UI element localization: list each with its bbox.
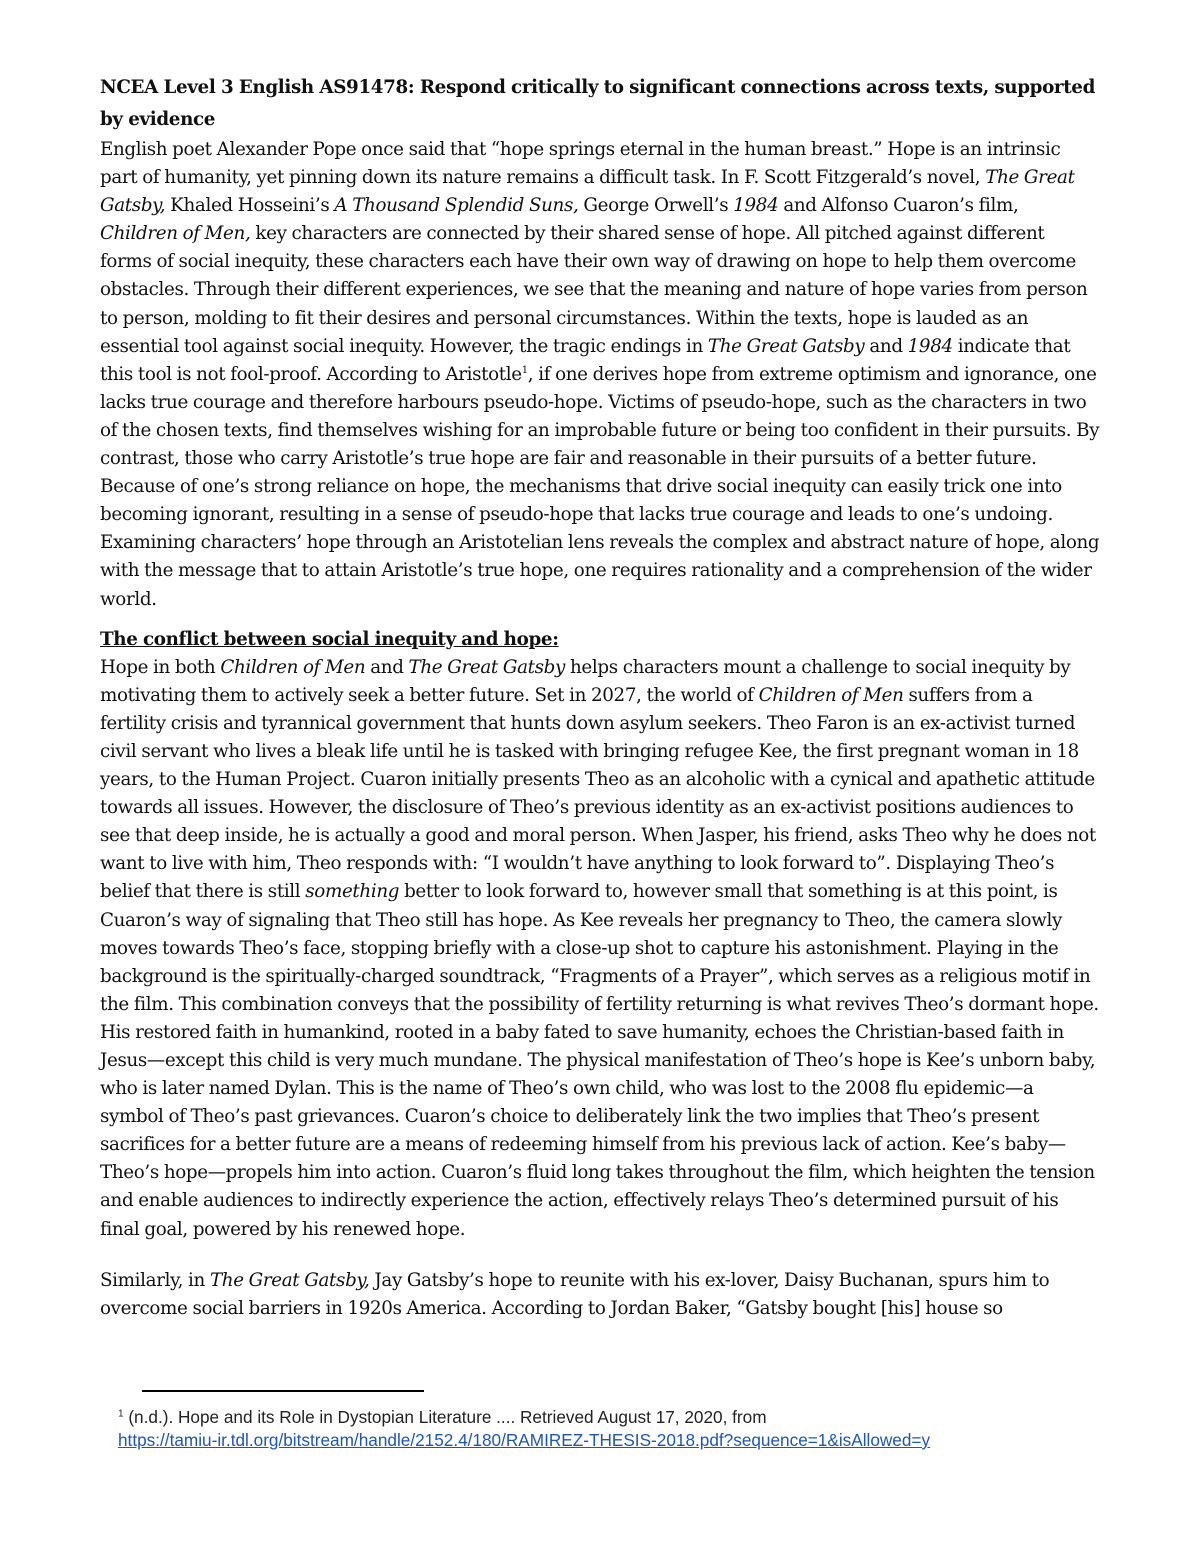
text-run: Similarly, in <box>100 1269 210 1291</box>
footnote-separator <box>142 1390 424 1392</box>
paragraph-spacer <box>100 1244 1100 1267</box>
text-run: Jay Gatsby’s hope to reunite with his ex-lover, Daisy Buchanan, spurs him to overcome social barriers in 1920s America. According to Jordan Baker, “Gatsby bought [his] house so <box>100 1269 1050 1319</box>
footnote-marker: 1 <box>118 1408 124 1420</box>
text-run: Hope in both <box>100 656 221 678</box>
text-run: key characters are connected by their shared sense of hope. All pitched against different forms of social inequity, these characters each have their own way of drawing on hope to help them overcome obstacles. Through their different experiences, we see that the meaning and nature of hope varies from person to person, molding to fit their desires and personal circumstances. Within the texts, hope is lauded as an essential tool against social inequity. However, the tragic endings in <box>100 223 1088 357</box>
title-the-great-gatsby: The Great Gatsby <box>408 656 565 678</box>
title-the-great-gatsby: The Great Gatsby <box>707 335 865 357</box>
title-children-of-men: Children of Men <box>758 684 904 706</box>
text-run: George Orwell’s <box>578 195 734 217</box>
text-run: and Alfonso Cuaron’s film, <box>778 195 1019 217</box>
title-a-thousand-splendid-suns: A Thousand Splendid Suns, <box>334 195 579 217</box>
section-heading-colon: : <box>552 628 559 650</box>
standard-description: Respond critically to significant connections across texts, supported by evidence <box>100 77 1096 130</box>
standard-code: NCEA Level 3 English AS91478: <box>100 77 415 98</box>
title-1984: 1984 <box>907 335 953 357</box>
text-run: and <box>864 335 908 357</box>
body-paragraph-children-of-men <box>100 654 1100 1244</box>
title-1984: 1984 <box>733 195 779 217</box>
footnote-text: (n.d.). Hope and its Role in Dystopian Literature .... Retrieved August 17, 2020, from <box>123 1407 767 1427</box>
text-run: and <box>365 656 409 678</box>
text-run: Khaled Hosseini’s <box>165 195 335 217</box>
text-run: suffers from a fertility crisis and tyrannical government that hunts down asylum seekers. Theo Faron is an ex-activist turned civil servant who lives a bleak life until he is tasked with bringing refugee Kee, the first pregnant woman in 18 years, to the Human Project. Cuaron initially presents Theo as an alcoholic with a cynical and apathetic attitude towards all issues. However, the disclosure of Theo’s previous identity as an ex-activist positions audiences to see that deep inside, he is actually a good and moral person. When Jasper, his friend, asks Theo why he does not want to live with him, Theo responds with: “I wouldn’t have anything to look forward to”. Displaying Theo’s belief that there is still <box>100 684 1096 903</box>
footnote-citation <box>118 1406 1078 1429</box>
title-children-of-men: Children of Men <box>220 656 366 678</box>
section-heading-text: The conflict between social inequity and hope <box>100 628 553 650</box>
text-run: helps characters mount a challenge to social inequity by motivating them to actively seek a better future. Set in 2027, the world of <box>100 656 1071 706</box>
document-body <box>100 72 1100 1323</box>
text-run: indicate that this tool is not fool-proof. According to Aristotle <box>100 335 1071 385</box>
intro-paragraph <box>100 136 1100 614</box>
body-paragraph-great-gatsby <box>100 1267 1100 1323</box>
footnote <box>118 1406 1078 1452</box>
footnote-link[interactable]: https://tamiu-ir.tdl.org/bitstream/handle/2152.4/180/RAMIREZ-THESIS-2018.pdf?sequence=1&isAllowed=y <box>118 1430 931 1450</box>
title-the-great-gatsby: The Great Gatsby, <box>100 167 1075 217</box>
title-children-of-men: Children of Men, <box>100 223 251 245</box>
page-title <box>100 72 1100 136</box>
section-heading <box>100 626 1100 654</box>
text-run: English poet Alexander Pope once said that “hope springs eternal in the human breast.” Hope is an intrinsic part of humanity, yet pinning down its nature remains a difficult task. In F. Scott Fitzgerald’s novel, <box>100 139 1061 189</box>
footnote-reference[interactable]: 1 <box>521 364 528 376</box>
emphasis-something: something <box>305 881 400 903</box>
text-run: , if one derives hope from extreme optimism and ignorance, one lacks true courage and therefore harbours pseudo-hope. Victims of pseudo-hope, such as the characters in two of the chosen texts, find themselves wishing for an improbable future or being too confident in their pursuits. By contrast, those who carry Aristotle’s true hope are fair and reasonable in their pursuits of a better future. Because of one’s strong reliance on hope, the mechanisms that drive social inequity can easily trick one into becoming ignorant, resulting in a sense of pseudo-hope that lacks true courage and leads to one’s undoing. Examining characters’ hope through an Aristotelian lens reveals the complex and abstract nature of hope, along with the message that to attain Aristotle’s true hope, one requires rationality and a comprehension of the wider world. <box>100 363 1100 610</box>
text-run: better to look forward to, however small that something is at this point, is Cuaron’s way of signaling that Theo still has hope. As Kee reveals her pregnancy to Theo, the camera slowly moves towards Theo’s face, stopping briefly with a close-up shot to capture his astonishment. Playing in the background is the spiritually-charged soundtrack, “Fragments of a Prayer”, which serves as a religious motif in the film. This combination conveys that the possibility of fertility returning is what revives Theo’s dormant hope. His restored faith in humankind, rooted in a baby fated to save humanity, echoes the Christian-based faith in Jesus—except this child is very much mundane. The physical manifestation of Theo’s hope is Kee’s unborn baby, who is later named Dylan. This is the name of Theo’s own child, who was lost to the 2008 flu epidemic—a symbol of Theo’s past grievances. Cuaron’s choice to deliberately link the two implies that Theo’s present sacrifices for a better future are a means of redeeming himself from his previous lack of action. Kee’s baby—Theo’s hope—propels him into action. Cuaron’s fluid long takes throughout the film, which heighten the tension and enable audiences to indirectly experience the action, effectively relays Theo’s determined pursuit of his final goal, powered by his renewed hope. <box>100 881 1099 1240</box>
title-the-great-gatsby: The Great Gatsby, <box>209 1269 370 1291</box>
